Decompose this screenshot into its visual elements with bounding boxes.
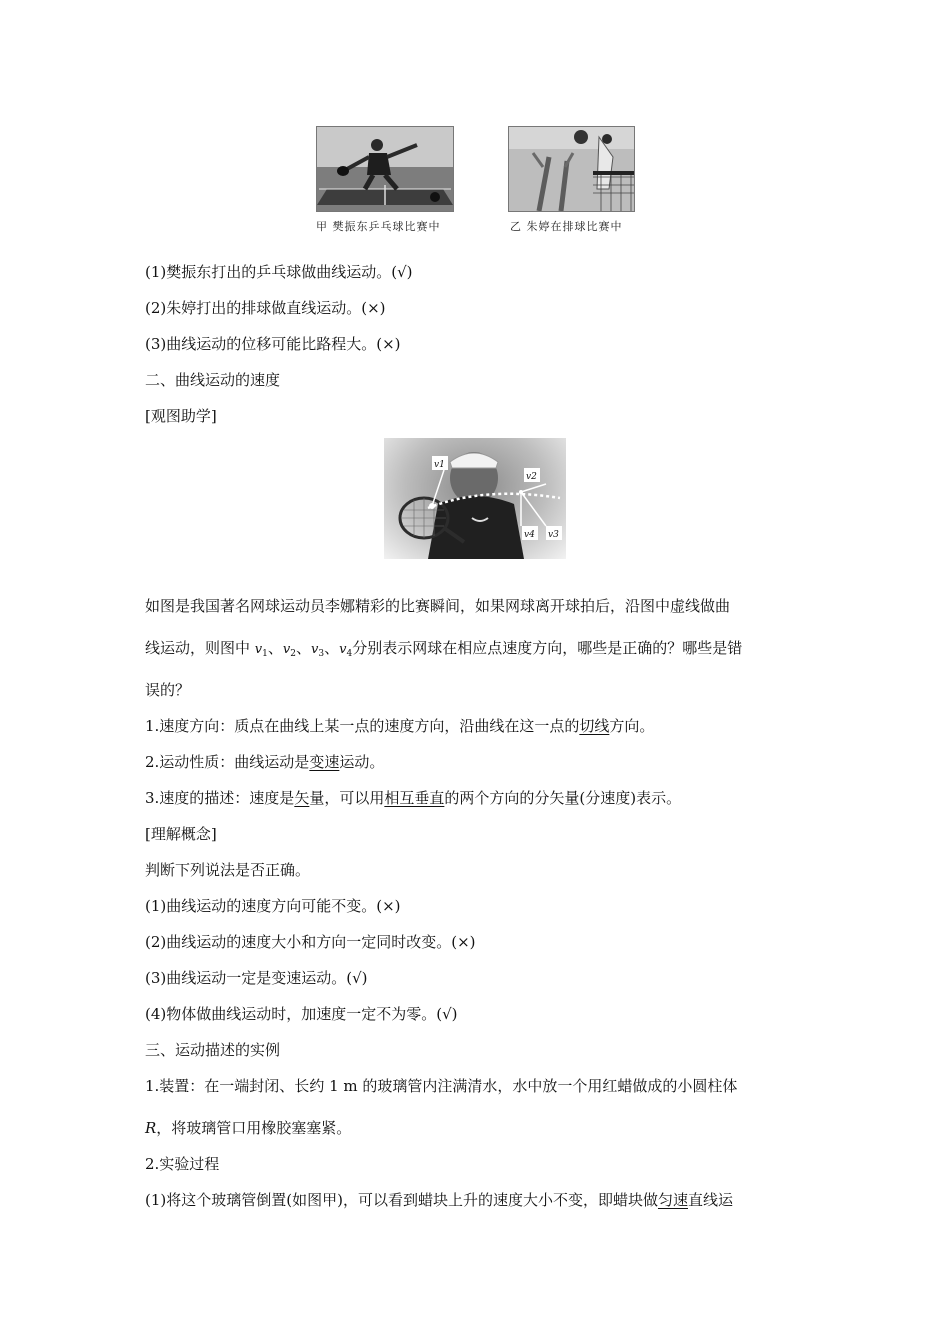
var-v3: $v_3$	[311, 642, 325, 659]
var-v2: $v_2$	[282, 642, 296, 659]
table-tennis-caption: 甲 樊振东乒乓球比赛中	[316, 220, 441, 233]
definition-1-key: 切线	[579, 717, 610, 735]
judgement-1: (1)樊振东打出的乒乓球做曲线运动。(√)	[145, 263, 413, 281]
paragraph-line-3: 误的？	[145, 681, 191, 699]
section-heading-2: 二、曲线运动的速度	[145, 371, 281, 389]
concept-judgement-4: (4)物体做曲线运动时，加速度一定不为零。(√)	[145, 1005, 458, 1023]
volleyball-caption: 乙 朱婷在排球比赛中	[510, 220, 623, 233]
definition-3-key-2: 相互垂直	[384, 789, 445, 807]
experiment-step-1-key: 匀速	[657, 1191, 688, 1209]
paragraph-line-1: 如图是我国著名网球运动员李娜精彩的比赛瞬间，如果网球离开球拍后，沿图中虚线做曲	[145, 597, 731, 615]
judge-prompt: 判断下列说法是否正确。	[145, 861, 311, 879]
paragraph-line-2-end: 分别表示网球在相应点速度方向，哪些是正确的？哪些是错	[352, 639, 743, 657]
lijie-label: [理解概念]	[145, 825, 217, 843]
definition-3-end: 的两个方向的分矢量(分速度)表示。	[444, 789, 682, 807]
definition-3-key-1: 矢	[294, 789, 310, 807]
definition-1	[145, 716, 654, 736]
judgement-3: (3)曲线运动的位移可能比路程大。(×)	[145, 335, 401, 353]
paragraph-line-2: 线运动，则图中 $v_1$、$v_2$、$v_3$、$v_4$分别表示网球在相应点速度方向，哪些是正确的？哪些是错	[145, 639, 743, 659]
concept-judgement-2: (2)曲线运动的速度大小和方向一定同时改变。(×)	[145, 933, 476, 951]
guantu-label: [观图助学]	[145, 407, 217, 425]
experiment-step-1	[145, 1190, 733, 1210]
tennis-label-v3: v3	[548, 530, 559, 540]
concept-judgement-1: (1)曲线运动的速度方向可能不变。(×)	[145, 897, 401, 915]
definition-2-end: 运动。	[339, 753, 385, 771]
definition-1-text: 1.速度方向：质点在曲线上某一点的速度方向，沿曲线在这一点的	[145, 717, 580, 735]
concept-judgement-3: (3)曲线运动一定是变速运动。(√)	[145, 969, 368, 987]
experiment-line-2	[145, 1118, 351, 1138]
tennis-photo	[384, 438, 566, 559]
definition-1-end: 方向。	[609, 717, 655, 735]
volleyball-photo	[508, 126, 635, 212]
table-tennis-photo	[316, 126, 454, 212]
definition-3-mid: 量，可以用	[309, 789, 385, 807]
experiment-process-heading: 2.实验过程	[145, 1155, 220, 1173]
var-r: R	[145, 1119, 157, 1137]
experiment-step-1-end: 直线运	[687, 1191, 733, 1209]
tennis-illustration	[384, 438, 566, 559]
experiment-line-1: 1.装置：在一端封闭、长约 1 m 的玻璃管内注满清水，水中放一个用红蜡做成的小圆柱体	[145, 1077, 738, 1095]
var-v1: $v_1$	[254, 642, 268, 659]
definition-2-text: 2.运动性质：曲线运动是	[145, 753, 310, 771]
section-heading-3: 三、运动描述的实例	[145, 1041, 281, 1059]
definition-2-key: 变速	[309, 753, 340, 771]
volleyball-illustration	[509, 127, 634, 211]
experiment-line-2-text: ，将玻璃管口用橡胶塞塞紧。	[156, 1119, 352, 1137]
tennis-label-v2: v2	[526, 472, 537, 482]
var-v4: $v_4$	[339, 642, 353, 659]
table-tennis-illustration	[317, 127, 453, 211]
judgement-2: (2)朱婷打出的排球做直线运动。(×)	[145, 299, 386, 317]
paragraph-line-2-start: 线运动，则图中	[145, 639, 255, 657]
tennis-label-v1: v1	[434, 460, 445, 470]
tennis-label-v4: v4	[524, 530, 535, 540]
definition-3-text: 3.速度的描述：速度是	[145, 789, 295, 807]
definition-2	[145, 752, 384, 772]
experiment-step-1-text: (1)将这个玻璃管倒置(如图甲)，可以看到蜡块上升的速度大小不变，即蜡块做	[145, 1191, 658, 1209]
definition-3	[145, 788, 681, 808]
